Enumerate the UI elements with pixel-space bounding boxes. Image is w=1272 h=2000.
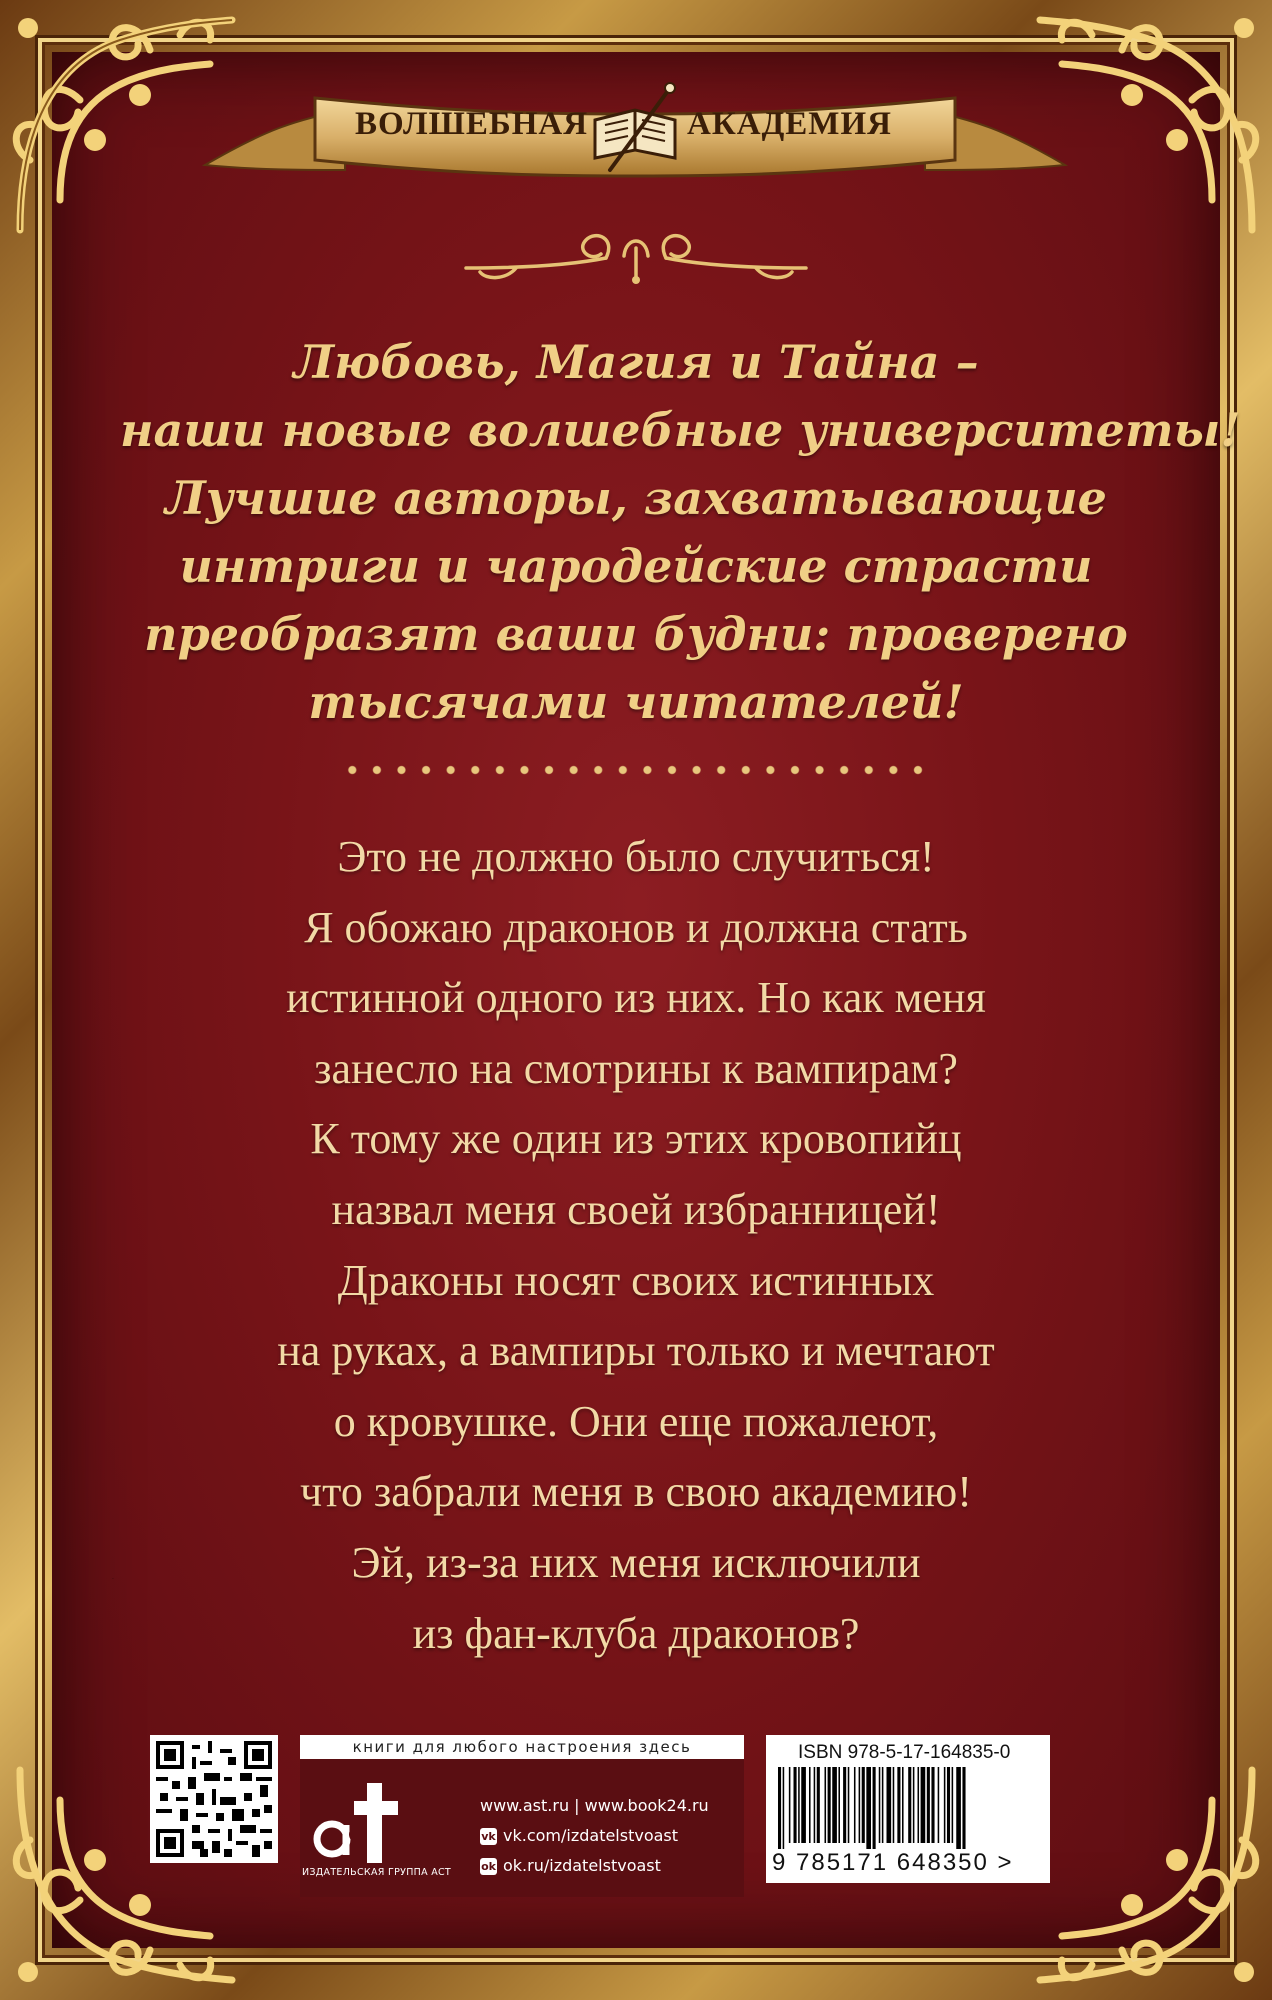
dotted-divider <box>340 760 932 780</box>
barcode-bar <box>944 1767 946 1843</box>
websites-row <box>480 1791 709 1821</box>
isbn-label: ISBN 978-5-17-164835-0 <box>798 1742 1011 1763</box>
barcode-bar <box>817 1767 820 1843</box>
vk-row <box>480 1821 709 1851</box>
ok-row <box>480 1851 709 1881</box>
barcode-bar <box>897 1767 900 1843</box>
barcode-bar <box>952 1767 954 1843</box>
logo-text: аст <box>112 1579 114 1580</box>
qr-code[interactable] <box>150 1735 278 1863</box>
barcode-bar <box>798 1767 800 1843</box>
barcode-bar <box>902 1767 904 1843</box>
barcode-bar <box>778 1767 781 1849</box>
blurb-line: занесло на смотрины к вампирам? <box>314 1043 958 1093</box>
blurb-line: назвал меня своей избранницей! <box>331 1184 941 1234</box>
corner-ornament-icon <box>1022 1750 1272 2000</box>
blurb-line: Я обожаю драконов и должна стать <box>304 902 968 952</box>
slogan-line: Любовь, Магия и Тайна – <box>293 335 979 389</box>
blurb-line: на руках, а вампиры только и мечтают <box>277 1326 995 1376</box>
barcode-bar <box>838 1767 840 1843</box>
flourish-ornament-icon <box>456 228 816 288</box>
barcode-bar <box>962 1767 965 1849</box>
ribbon-icon <box>205 70 1065 180</box>
book-blurb <box>120 822 1152 1669</box>
barcode-bar <box>801 1767 806 1843</box>
barcode-bar <box>862 1767 865 1843</box>
barcode-bar <box>938 1767 940 1843</box>
publisher-group-label: ИЗДАТЕЛЬСКАЯ ГРУППА АСТ <box>302 1867 452 1878</box>
ok-link[interactable]: ok.ru/izdatelstvoast <box>503 1856 661 1875</box>
blurb-line: из фан-клуба драконов? <box>412 1608 860 1658</box>
vk-icon: vk <box>481 1829 496 1843</box>
slogan-line: Лучшие авторы, захватывающие <box>165 471 1107 525</box>
barcode-bar <box>921 1767 926 1843</box>
blurb-line: что забрали меня в свою академию! <box>300 1467 972 1517</box>
blurb-line: Эй, из-за них меня исключили <box>351 1537 921 1587</box>
ok-icon: ok <box>481 1859 496 1873</box>
slogan-line: наши новые волшебные университеты! <box>120 403 1241 457</box>
banner-text-left: ВОЛШЕБНАЯ <box>355 106 589 142</box>
barcode-bar <box>859 1767 861 1843</box>
barcode-bar <box>783 1767 785 1849</box>
barcode-bar <box>789 1767 791 1843</box>
barcode-bar <box>843 1767 846 1843</box>
series-banner <box>205 70 1065 180</box>
ast-logo-icon <box>112 1579 402 1867</box>
barcode-bar <box>882 1767 884 1843</box>
barcode-bar <box>809 1767 811 1843</box>
blurb-line: Это не должно было случиться! <box>337 832 935 881</box>
blurb-line: истинной одного из них. Но как меня <box>286 973 986 1023</box>
barcode-bar <box>814 1767 816 1843</box>
websites-link[interactable]: www.ast.ru | www.book24.ru <box>480 1796 709 1815</box>
qr-code-icon <box>156 1741 272 1857</box>
series-slogan <box>120 328 1241 736</box>
barcode-bar <box>927 1767 930 1843</box>
barcode-bar <box>879 1767 881 1843</box>
publisher-links <box>480 1791 709 1881</box>
barcode-bar <box>825 1767 827 1843</box>
barcode-bar <box>848 1767 850 1843</box>
slogan-line: интриги и чародейские страсти <box>179 539 1093 593</box>
publisher-tagline: книги для любого настроения здесь <box>300 1735 744 1759</box>
barcode-icon <box>776 1767 1036 1849</box>
blurb-line: Драконы носят своих истинных <box>337 1255 935 1305</box>
blurb-line: К тому же один из этих кровопийц <box>310 1114 962 1164</box>
isbn-digits: 9 785171 648350 > <box>772 1849 1014 1876</box>
barcode-bar <box>832 1767 837 1843</box>
vk-link[interactable]: vk.com/izdatelstvoast <box>503 1826 679 1845</box>
barcode-bar <box>918 1767 920 1843</box>
barcode-bar <box>854 1767 856 1843</box>
barcode-bar <box>828 1767 831 1843</box>
barcode-bar <box>794 1767 797 1843</box>
barcode-bar <box>913 1767 915 1843</box>
slogan-line: преобразят ваши будни: проверено <box>144 607 1128 661</box>
barcode-bar <box>908 1767 911 1843</box>
barcode-bar <box>956 1767 961 1849</box>
slogan-line: тысячами читателей! <box>308 675 964 729</box>
barcode-bar <box>873 1767 876 1849</box>
barcode-bar <box>893 1767 895 1843</box>
barcode-bar <box>931 1767 934 1843</box>
barcode-bar <box>947 1767 950 1843</box>
barcode-bar <box>866 1767 871 1849</box>
blurb-line: о кровушке. Они еще пожалеют, <box>333 1396 939 1446</box>
isbn-barcode-block <box>766 1735 1050 1883</box>
banner-text-right: АКАДЕМИЯ <box>687 106 892 142</box>
barcode-bar <box>887 1767 892 1843</box>
